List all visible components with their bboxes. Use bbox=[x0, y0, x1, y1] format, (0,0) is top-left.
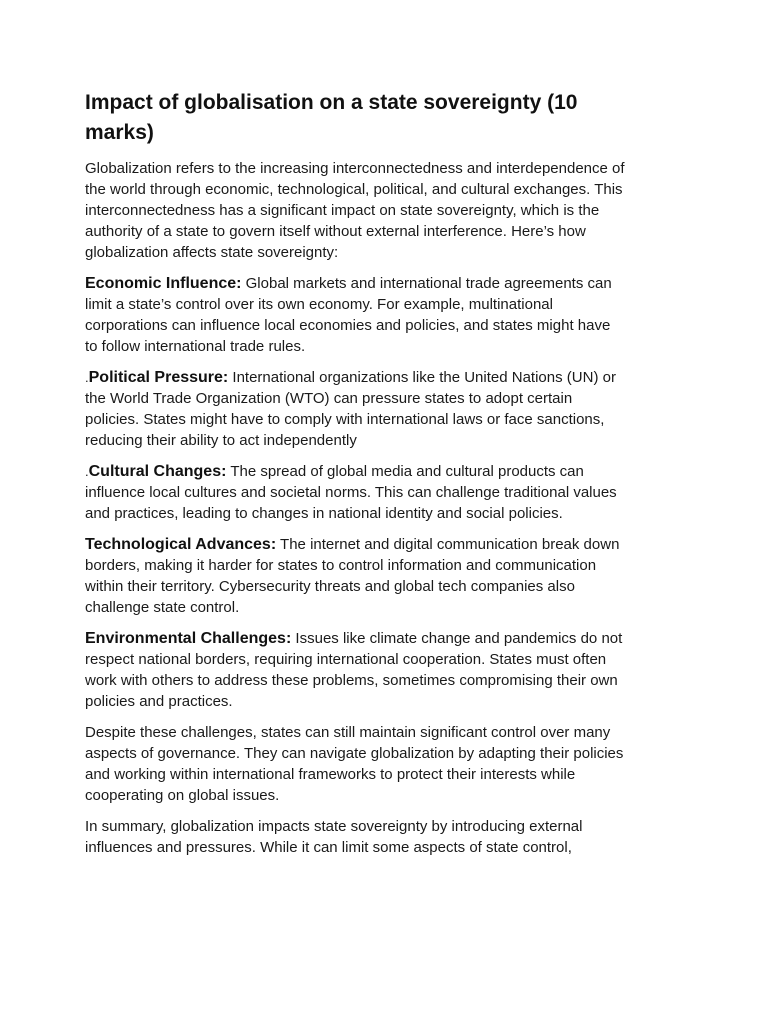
point-text: Issues like climate change and pandemics do not respect national borders, requiring international cooperation. States must often work with others to address these problems, sometimes compromising their own policies and practices. bbox=[85, 630, 623, 710]
intro-paragraph: Globalization refers to the increasing interconnectedness and interdependence of the world through economic, technological, political, and cultural exchanges. This interconnectedness has a significant impact on state sovereignty, which is the authority of a state to govern itself without external interference. Here’s how globalization affects state sovereignty: bbox=[85, 160, 625, 261]
point-cultural-changes bbox=[85, 461, 625, 524]
point-text: International organizations like the United Nations (UN) or the World Trade Organization (WTO) can pressure states to adopt certain policies. States might have to comply with international laws or face sanctions, reducing their ability to act independently bbox=[85, 369, 616, 449]
point-text: The spread of global media and cultural products can influence local cultures and societal norms. This can challenge traditional values and practices, leading to changes in national identity and social policies. bbox=[85, 463, 617, 522]
document-page bbox=[85, 88, 625, 868]
document-title: Impact of globalisation on a state sovereignty (10 marks) bbox=[85, 91, 578, 144]
point-economic-influence bbox=[85, 273, 625, 357]
point-prefix: . bbox=[85, 464, 89, 479]
point-prefix: . bbox=[85, 370, 89, 385]
despite-paragraph: Despite these challenges, states can still maintain significant control over many aspects of governance. They can navigate globalization by adapting their policies and working within international frameworks to protect their interests while cooperating on global issues. bbox=[85, 724, 624, 804]
point-heading: Cultural Changes: bbox=[88, 463, 227, 480]
point-heading: Political Pressure: bbox=[88, 369, 229, 386]
point-environmental-challenges bbox=[85, 628, 625, 712]
point-heading: Technological Advances: bbox=[85, 536, 277, 553]
point-political-pressure bbox=[85, 367, 625, 451]
point-heading: Economic Influence: bbox=[85, 275, 242, 292]
point-text: Global markets and international trade agreements can limit a state’s control over its own economy. For example, multinational corporations can influence local economies and policies, and states might have to follow international trade rules. bbox=[85, 275, 612, 355]
point-heading: Environmental Challenges: bbox=[85, 630, 292, 647]
point-text: The internet and digital communication break down borders, making it harder for states to control information and communication within their territory. Cybersecurity threats and global tech companies also challenge state control. bbox=[85, 536, 620, 616]
point-technological-advances bbox=[85, 534, 625, 618]
summary-paragraph: In summary, globalization impacts state sovereignty by introducing external influences and pressures. While it can limit some aspects of state control, bbox=[85, 818, 583, 856]
